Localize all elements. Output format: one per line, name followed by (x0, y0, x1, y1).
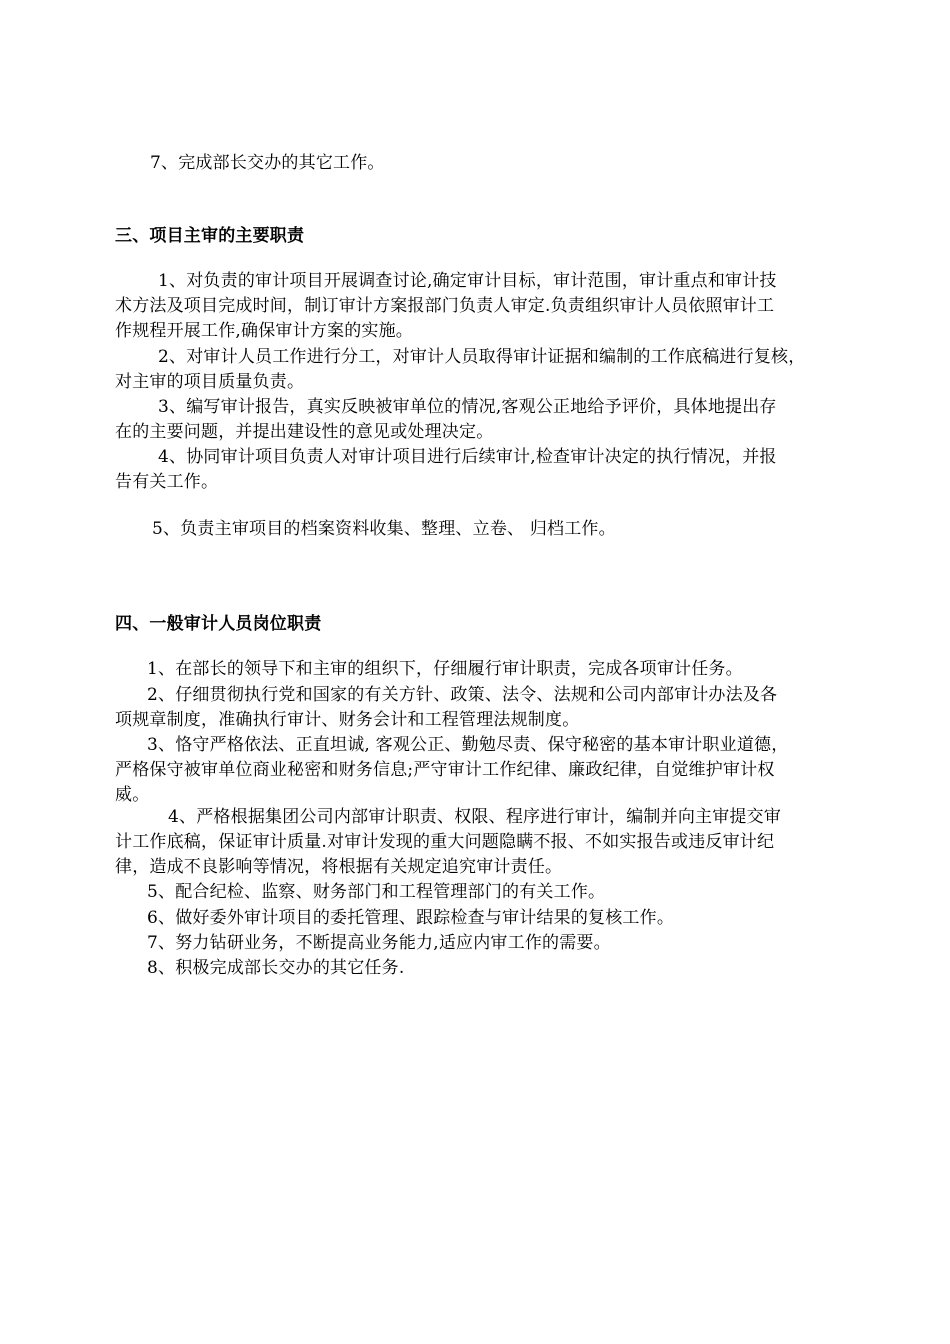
section-4-line: 7、努力钻研业务，不断提高业务能力,适应内审工作的需要。 (147, 933, 611, 953)
section-3-line: 2、对审计人员工作进行分工，对审计人员取得审计证据和编制的工作底稿进行复核， (158, 347, 806, 367)
section-4-line: 1、在部长的领导下和主审的组织下，仔细履行审计职责，完成各项审计任务。 (147, 659, 743, 679)
section-4-line: 律，造成不良影响等情况，将根据有关规定追究审计责任。 (115, 857, 563, 877)
section-3-line: 在的主要问题，并提出建设性的意见或处理决定。 (115, 422, 494, 442)
section-4-line: 威。 (115, 785, 150, 805)
section-4-line: 6、做好委外审计项目的委托管理、跟踪检查与审计结果的复核工作。 (147, 908, 675, 928)
section-4-line: 项规章制度，准确执行审计、财务会计和工程管理法规制度。 (115, 710, 580, 730)
section-3-line: 对主审的项目质量负责。 (115, 372, 305, 392)
section-3-line: 作规程开展工作,确保审计方案的实施。 (115, 321, 414, 341)
section-3-heading: 三、项目主审的主要职责 (115, 226, 305, 246)
section-3-line: 3、编写审计报告，真实反映被审单位的情况,客观公正地给予评价，具体地提出存 (158, 397, 777, 417)
section-4-line: 8、积极完成部长交办的其它任务. (147, 958, 405, 978)
section-3-line: 1、对负责的审计项目开展调查讨论,确定审计目标，审计范围，审计重点和审计技 (158, 271, 777, 291)
section-4-line: 5、配合纪检、监察、财务部门和工程管理部门的有关工作。 (147, 882, 606, 902)
section-4-line: 严格保守被审单位商业秘密和财务信息;严守审计工作纪律、廉政纪律，自觉维护审计权 (115, 760, 775, 780)
section-4-line: 3、恪守严格依法、正直坦诚, 客观公正、勤勉尽责、保守秘密的基本审计职业道德， (147, 735, 789, 755)
section-4-line: 4、严格根据集团公司内部审计职责、权限、程序进行审计，编制并向主审提交审 (168, 807, 782, 827)
section-3-line: 4、协同审计项目负责人对审计项目进行后续审计,检查审计决定的执行情况，并报 (158, 447, 777, 467)
section-4-line: 2、仔细贯彻执行党和国家的有关方针、政策、法令、法规和公司内部审计办法及各 (147, 685, 778, 705)
section-4-line: 计工作底稿，保证审计质量.对审计发现的重大问题隐瞒不报、不如实报告或违反审计纪 (115, 832, 775, 852)
section-3-line: 5、负责主审项目的档案资料收集、整理、立卷、 归档工作。 (152, 519, 616, 539)
section-3-line: 术方法及项目完成时间，制订审计方案报部门负责人审定.负责组织审计人员依照审计工 (115, 296, 775, 316)
intro-item-7: 7、完成部长交办的其它工作。 (150, 153, 385, 173)
section-4-heading: 四、一般审计人员岗位职责 (115, 614, 322, 634)
section-3-line: 告有关工作。 (115, 472, 219, 492)
